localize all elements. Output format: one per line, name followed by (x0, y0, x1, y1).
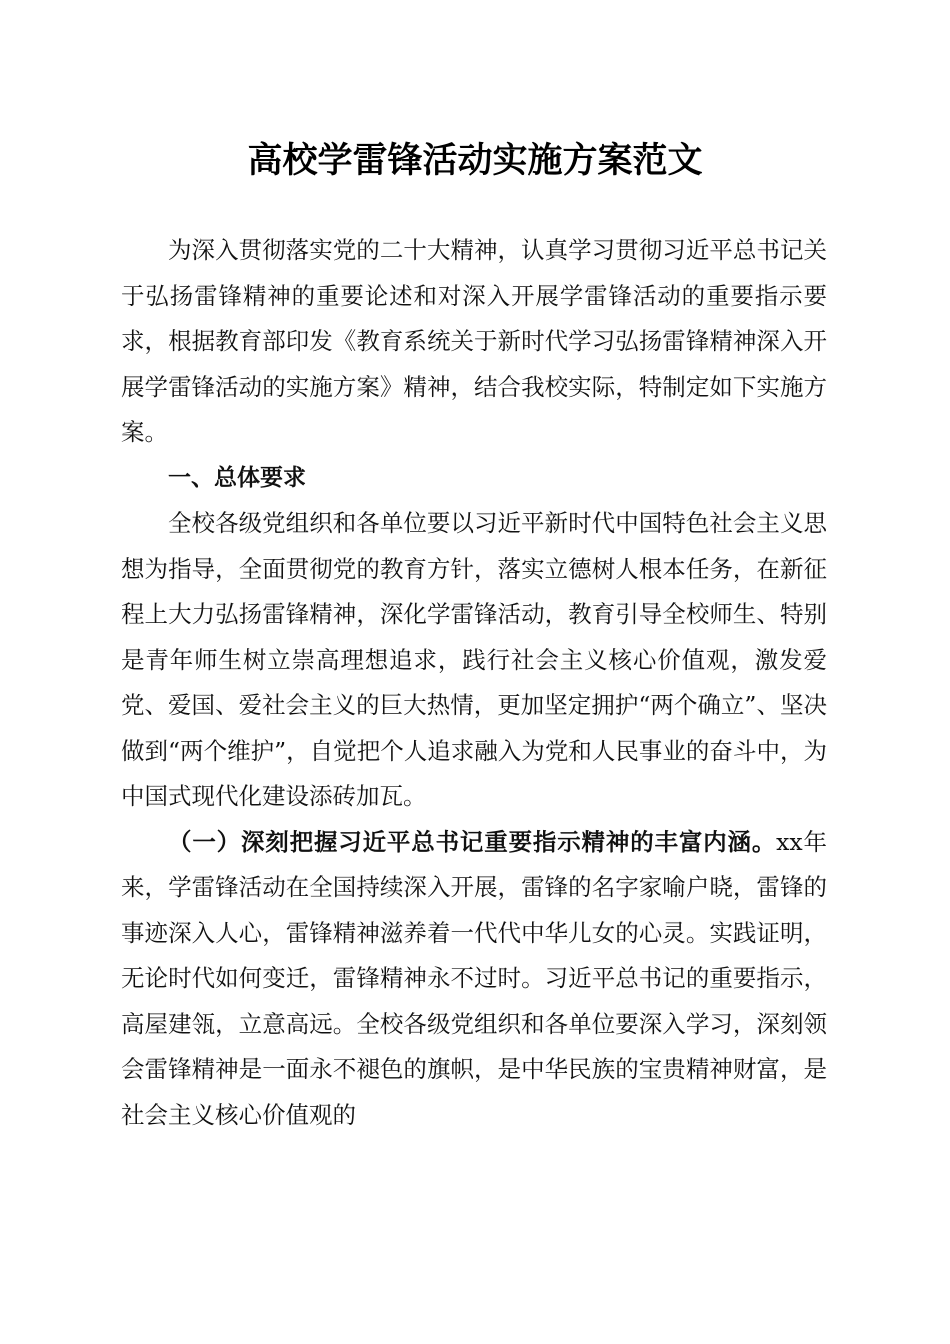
subsection-1-paragraph (121, 820, 827, 1139)
document-title: 高校学雷锋活动实施方案范文 (247, 140, 703, 181)
subsection-1-heading: （一）深刻把握习近平总书记重要指示精神的丰富内涵。 (168, 827, 777, 856)
overall-requirements-paragraph: 全校各级党组织和各单位要以习近平新时代中国特色社会主义思想为指导，全面贯彻党的教育方针，落实立德树人根本任务，在新征程上大力弘扬雷锋精神，深化学雷锋活动，教育引导全校师生、特别是青年师生树立崇高理想追求，践行社会主义核心价值观，激发爱党、爱国、爱社会主义的巨大热情，更加坚定拥护“两个确立”、坚决做到“两个维护”，自觉把个人追求融入为党和人民事业的奋斗中，为中国式现代化建设添砖加瓦。 (121, 509, 827, 810)
subsection-1-text: xx年来，学雷锋活动在全国持续深入开展，雷锋的名字家喻户晓，雷锋的事迹深入人心，雷锋精神滋养着一代代中华儿女的心灵。实践证明，无论时代如何变迁，雷锋精神永不过时。习近平总书记的重要指示，高屋建瓴，立意高远。全校各级党组织和各单位要深入学习，深刻领会雷锋精神是一面永不褪色的旗帜，是中华民族的宝贵精神财富，是社会主义核心价值观的 (121, 827, 828, 1129)
document-body (121, 228, 827, 1138)
section-heading-overall-requirements: 一、总体要求 (168, 464, 306, 491)
intro-paragraph: 为深入贯彻落实党的二十大精神，认真学习贯彻习近平总书记关于弘扬雷锋精神的重要论述和对深入开展学雷锋活动的重要指示要求，根据教育部印发《教育系统关于新时代学习弘扬雷锋精神深入开展学雷锋活动的实施方案》精神，结合我校实际，特制定如下实施方案。 (121, 236, 827, 446)
